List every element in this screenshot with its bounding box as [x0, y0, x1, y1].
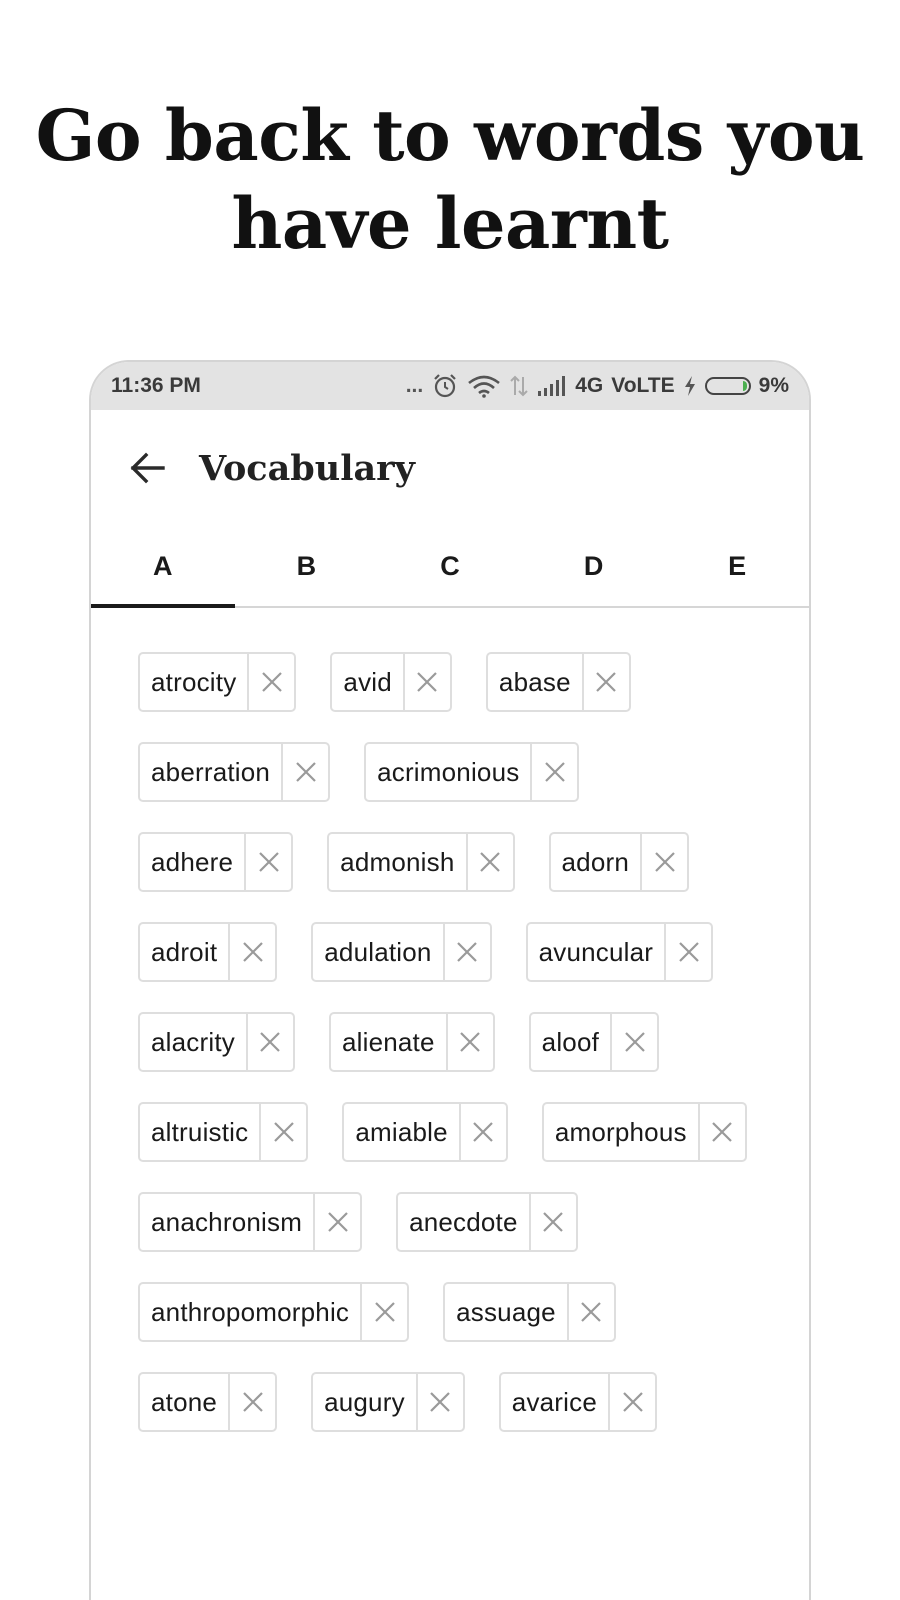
- word-chip[interactable]: [329, 1012, 495, 1072]
- word-chip[interactable]: [526, 922, 714, 982]
- word-chip[interactable]: [499, 1372, 657, 1432]
- back-button[interactable]: [117, 438, 177, 498]
- remove-word-button[interactable]: [640, 834, 687, 890]
- word-chip[interactable]: [549, 832, 690, 892]
- close-icon: [711, 1121, 733, 1143]
- word-chip[interactable]: [138, 1012, 295, 1072]
- remove-word-button[interactable]: [443, 924, 490, 980]
- letter-tabs: [91, 526, 809, 608]
- app-bar: [91, 410, 809, 526]
- headline-line-2: have learnt: [231, 182, 669, 265]
- word-chip[interactable]: [342, 1102, 507, 1162]
- remove-word-button[interactable]: [244, 834, 291, 890]
- word-chip-label: atrocity: [151, 666, 237, 697]
- close-icon: [472, 1121, 494, 1143]
- charging-icon: [683, 375, 697, 397]
- word-chip-label: adulation: [324, 936, 432, 967]
- remove-word-button[interactable]: [360, 1284, 407, 1340]
- word-chip-label: assuage: [456, 1296, 556, 1327]
- promo-headline: [0, 92, 900, 268]
- alarm-icon: [431, 373, 459, 399]
- word-chip-label: atone: [151, 1386, 218, 1417]
- status-time: 11:36 PM: [111, 374, 201, 397]
- word-chip[interactable]: [138, 1282, 409, 1342]
- word-chip-label: amorphous: [554, 1116, 687, 1147]
- word-chip[interactable]: [542, 1102, 747, 1162]
- more-notifications-icon: ...: [405, 374, 424, 397]
- chip-row: [138, 1282, 778, 1342]
- word-chip[interactable]: [443, 1282, 616, 1342]
- remove-word-button[interactable]: [466, 834, 513, 890]
- word-chip[interactable]: [138, 922, 277, 982]
- close-icon: [259, 1031, 281, 1053]
- word-chip-label: adhere: [151, 846, 234, 877]
- tab-c[interactable]: C: [440, 550, 460, 581]
- word-chip[interactable]: [138, 1102, 308, 1162]
- close-icon: [273, 1121, 295, 1143]
- close-icon: [456, 941, 478, 963]
- remove-word-button[interactable]: [246, 1014, 293, 1070]
- close-icon: [542, 1211, 564, 1233]
- remove-word-button[interactable]: [459, 1104, 506, 1160]
- word-chip[interactable]: [396, 1192, 578, 1252]
- word-chip-label: anachronism: [151, 1206, 303, 1237]
- remove-word-button[interactable]: [281, 744, 328, 800]
- remove-word-button[interactable]: [228, 1374, 275, 1430]
- close-icon: [580, 1301, 602, 1323]
- chip-row: [138, 832, 778, 892]
- page-title: Vocabulary: [199, 447, 415, 489]
- headline-line-1: Go back to words you: [35, 94, 865, 177]
- battery-body: [705, 377, 751, 395]
- word-chip-label: adorn: [561, 846, 630, 877]
- battery-percent: 9%: [758, 374, 789, 397]
- tab-b[interactable]: B: [296, 550, 317, 581]
- word-chip[interactable]: [364, 742, 579, 802]
- word-chip-label: anecdote: [409, 1206, 518, 1237]
- data-arrows-icon: [509, 374, 529, 398]
- tab-e[interactable]: E: [728, 550, 747, 581]
- chip-row: [138, 652, 778, 712]
- word-chip-label: alienate: [341, 1026, 435, 1057]
- word-chip[interactable]: [327, 832, 514, 892]
- close-icon: [295, 761, 317, 783]
- word-chip-label: aberration: [151, 756, 271, 787]
- close-icon: [327, 1211, 349, 1233]
- phone-frame: [89, 360, 811, 1600]
- word-chip[interactable]: [486, 652, 631, 712]
- battery-icon: [705, 377, 751, 395]
- word-chip-label: avid: [343, 666, 392, 697]
- close-icon: [258, 851, 280, 873]
- remove-word-button[interactable]: [529, 1194, 576, 1250]
- remove-word-button[interactable]: [664, 924, 711, 980]
- word-chip[interactable]: [138, 1192, 362, 1252]
- status-icons: [406, 373, 789, 399]
- wifi-icon: [467, 374, 501, 398]
- tab-a[interactable]: A: [91, 526, 235, 606]
- word-chip[interactable]: [311, 1372, 465, 1432]
- close-icon: [654, 851, 676, 873]
- close-icon: [624, 1031, 646, 1053]
- word-chip-label: anthropomorphic: [151, 1296, 350, 1327]
- remove-word-button[interactable]: [698, 1104, 745, 1160]
- status-bar: [91, 362, 809, 410]
- remove-word-button[interactable]: [567, 1284, 614, 1340]
- word-chip[interactable]: [529, 1012, 659, 1072]
- close-icon: [479, 851, 501, 873]
- word-chip[interactable]: [138, 652, 296, 712]
- chip-row: [138, 1102, 778, 1162]
- battery-fill: [743, 381, 747, 391]
- close-icon: [622, 1391, 644, 1413]
- chip-row: [138, 922, 778, 982]
- close-icon: [242, 1391, 264, 1413]
- close-icon: [242, 941, 264, 963]
- word-chip-list: [138, 652, 778, 1462]
- word-chip-label: admonish: [340, 846, 455, 877]
- word-chip[interactable]: [311, 922, 491, 982]
- signal-icon: [537, 375, 567, 397]
- chip-row: [138, 742, 778, 802]
- word-chip[interactable]: [330, 652, 452, 712]
- word-chip-label: adroit: [151, 936, 218, 967]
- close-icon: [261, 671, 283, 693]
- remove-word-button[interactable]: [313, 1194, 360, 1250]
- remove-word-button[interactable]: [228, 924, 275, 980]
- word-chip-label: alacrity: [151, 1026, 235, 1057]
- network-type: 4G: [575, 374, 604, 397]
- remove-word-button[interactable]: [610, 1014, 657, 1070]
- chip-row: [138, 1372, 778, 1432]
- word-chip[interactable]: [138, 832, 293, 892]
- close-icon: [374, 1301, 396, 1323]
- volte-label: VoLTE: [611, 374, 675, 397]
- tab-d[interactable]: D: [583, 550, 604, 581]
- word-chip-label: altruistic: [151, 1116, 249, 1147]
- close-icon: [544, 761, 566, 783]
- remove-word-button[interactable]: [259, 1104, 306, 1160]
- remove-word-button[interactable]: [582, 654, 629, 710]
- word-chip-label: abase: [498, 666, 571, 697]
- remove-word-button[interactable]: [530, 744, 577, 800]
- word-chip-label: acrimonious: [377, 756, 520, 787]
- word-chip-label: aloof: [541, 1026, 600, 1057]
- remove-word-button[interactable]: [247, 654, 294, 710]
- close-icon: [459, 1031, 481, 1053]
- word-chip-label: avarice: [511, 1386, 597, 1417]
- remove-word-button[interactable]: [446, 1014, 493, 1070]
- chip-row: [138, 1012, 778, 1072]
- remove-word-button[interactable]: [403, 654, 450, 710]
- close-icon: [595, 671, 617, 693]
- close-icon: [416, 671, 438, 693]
- close-icon: [678, 941, 700, 963]
- remove-word-button[interactable]: [608, 1374, 655, 1430]
- word-chip-label: amiable: [355, 1116, 448, 1147]
- word-chip-label: augury: [324, 1386, 405, 1417]
- remove-word-button[interactable]: [416, 1374, 463, 1430]
- chip-row: [138, 1192, 778, 1252]
- arrow-left-icon: [129, 452, 165, 484]
- word-chip-label: avuncular: [538, 936, 654, 967]
- word-chip[interactable]: [138, 1372, 277, 1432]
- close-icon: [429, 1391, 451, 1413]
- word-chip[interactable]: [138, 742, 330, 802]
